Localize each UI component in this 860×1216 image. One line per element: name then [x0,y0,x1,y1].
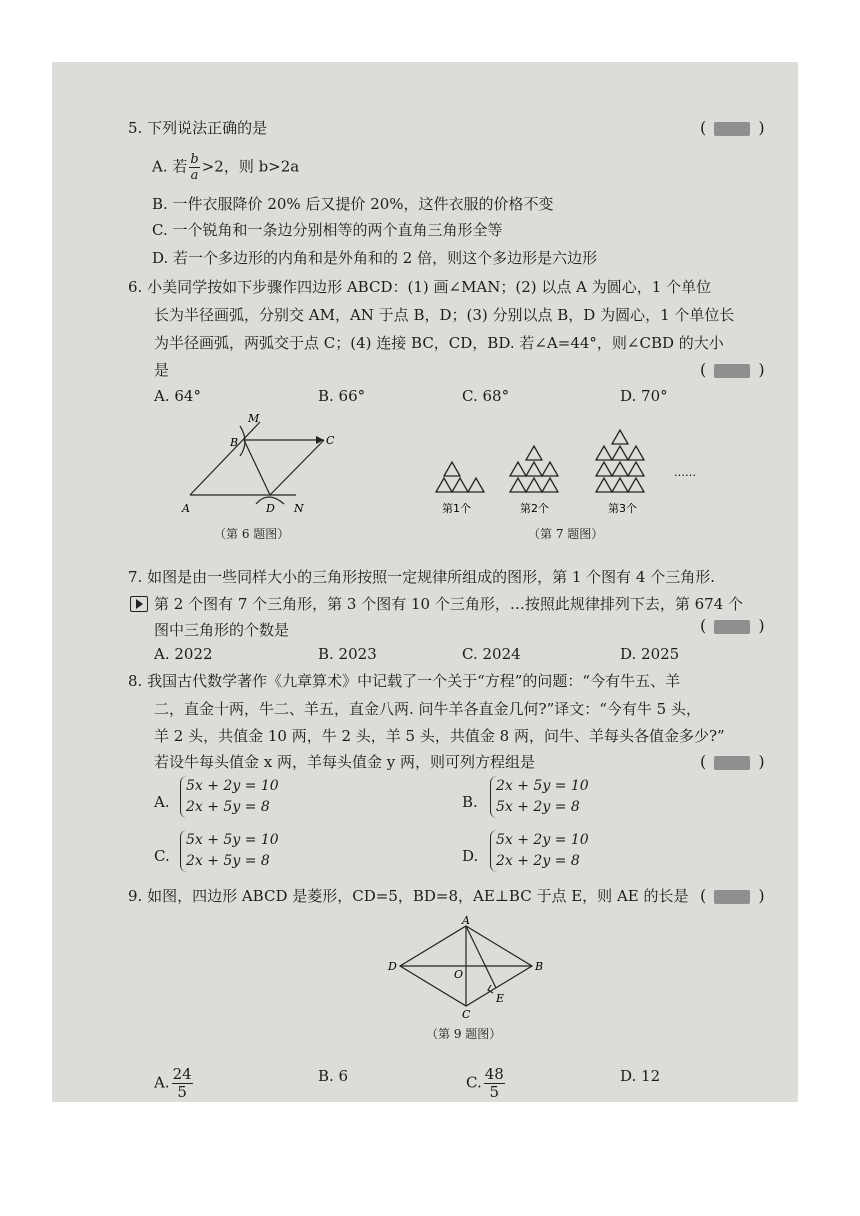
q8-line-4: 若设牛每头值金 x 两，羊每头值金 y 两，则可列方程组是 [154,753,536,771]
pattern-triangle [444,462,460,476]
q8-option-d-label: D. [462,847,479,865]
pattern-triangle [526,478,542,492]
q7-option-c: C. 2024 [462,645,521,663]
q7-option-d: D. 2025 [620,645,680,663]
pattern-triangle [510,478,526,492]
pattern-triangle [436,478,452,492]
label-b: B [230,436,239,449]
q9-answer-paren: ( ) [700,886,765,905]
q6-line-1: 6. 小美同学按如下步骤作四边形 ABCD：(1) 画∠MAN；(2) 以点 A 为圆心，1 个单位 [128,278,712,296]
q9-figure [384,916,554,1022]
q8-a-eq2: 2x + 5y = 8 [186,799,270,815]
q9-option-c: C. $\frac{48}{5}$ [466,1065,504,1101]
play-video-icon[interactable] [130,596,148,612]
q9-label-e: E [496,992,505,1005]
q6-figure [176,412,336,522]
q5-option-d: D. 若一个多边形的内角和是外角和的 2 倍，则这个多边形是六边形 [152,249,598,267]
q6-answer-paren: ( ) [700,360,765,379]
pattern-triangle [612,478,628,492]
q8-option-a-system [180,776,279,818]
q8-answer-paren: ( ) [700,752,765,771]
ray-am [190,422,260,495]
q7-label-1: 第1个 [442,502,471,515]
q7-figure [428,420,696,520]
q8-b-eq1: 2x + 5y = 10 [496,778,589,794]
q9-label-c: C [462,1008,471,1021]
q7-label-3: 第3个 [608,502,637,515]
label-a: A [182,502,190,515]
pattern-triangle [526,462,542,476]
q7-caption: （第 7 题图） [528,527,604,541]
q5-stem: 5. 下列说法正确的是 [128,119,268,137]
q6-line-2: 长为半径画弧，分别交 AM，AN 于点 B，D；(3) 分别以点 B，D 为圆心，1 个单位长 [154,306,735,324]
q9-stem: 9. 如图，四边形 ABCD 是菱形，CD=5，BD=8，AE⊥BC 于点 E，则 AE 的长是 [128,887,689,905]
q9-label-o: O [454,968,464,981]
q9-option-b: B. 6 [318,1067,349,1085]
pattern-triangle [468,478,484,492]
q5-option-c: C. 一个锐角和一条边分别相等的两个直角三角形全等 [152,221,503,239]
q8-option-c-system [180,830,279,872]
pattern-triangle [596,462,612,476]
q8-c-eq1: 5x + 5y = 10 [186,832,279,848]
q6-option-b: B. 66° [318,387,366,405]
q6-option-d: D. 70° [620,387,668,405]
q8-line-1: 8. 我国古代数学著作《九章算术》中记载了一个关于“方程”的问题：“今有牛五、羊 [128,672,681,690]
pattern-triangle [628,446,644,460]
pattern-triangle [542,462,558,476]
q8-line-2: 二，直金十两，牛二、羊五，直金八两. 问牛羊各直金几何?”译文：“今有牛 5 头， [154,700,701,718]
pattern-triangle [510,462,526,476]
pattern-triangle [628,462,644,476]
pattern-triangle [452,478,468,492]
pattern-triangle [542,478,558,492]
q7-answer-paren: ( ) [700,616,765,635]
q9-label-b: B [535,960,544,973]
q8-option-d-system [490,830,589,872]
pattern-triangle [612,430,628,444]
q9-option-d: D. 12 [620,1067,661,1085]
q7-line-2: 第 2 个图有 7 个三角形，第 3 个图有 10 个三角形，…按照此规律排列下去，第 674 个 [154,595,744,613]
q5-option-b: B. 一件衣服降价 20% 后又提价 20%，这件衣服的价格不变 [152,195,554,213]
q9-option-a: A. $\frac{24}{5}$ [154,1065,192,1101]
label-d: D [266,502,275,515]
segment-bd [244,440,270,495]
q8-d-eq2: 2x + 2y = 8 [496,853,580,869]
pattern-triangle [526,446,542,460]
pattern-triangle [596,478,612,492]
pattern-triangle [612,446,628,460]
q8-a-eq1: 5x + 2y = 10 [186,778,279,794]
q5-option-a: A. 若 $\frac{b}{a}$ >2，则 b>2a [152,152,300,183]
q5-answer-paren: ( ) [700,118,765,137]
q6-option-c: C. 68° [462,387,510,405]
q6-line-4: 是 [154,361,170,379]
q6-option-a: A. 64° [154,387,201,405]
q6-line-3: 为半径画弧，两弧交于点 C；(4) 连接 BC，CD，BD. 若∠A=44°，则∠CBD 的大小 [154,334,724,352]
segment-cd [270,440,324,495]
q8-c-eq2: 2x + 5y = 8 [186,853,270,869]
pattern-triangle [628,478,644,492]
q7-label-2: 第2个 [520,502,549,515]
q7-option-b: B. 2023 [318,645,377,663]
q8-option-c-label: C. [154,847,170,865]
q7-ellipsis: …… [674,466,696,479]
label-m: M [248,412,260,425]
q8-b-eq2: 5x + 2y = 8 [496,799,580,815]
q9-label-d: D [388,960,397,973]
q8-option-a-label: A. [154,793,170,811]
q9-label-a: A [462,914,470,927]
q6-caption: （第 6 题图） [214,527,290,541]
pattern-triangle [612,462,628,476]
q9-caption: （第 9 题图） [426,1027,502,1041]
q7-option-a: A. 2022 [154,645,213,663]
q7-line-1: 7. 如图是由一些同样大小的三角形按照一定规律所组成的图形，第 1 个图有 4 个三角形. [128,568,716,586]
q8-option-b-label: B. [462,793,478,811]
label-c: C [326,434,335,447]
q8-line-3: 羊 2 头，共值金 10 两，牛 2 头，羊 5 头，共值金 8 两，问牛、羊每头各值金多少?” [154,727,725,745]
q8-d-eq1: 5x + 2y = 10 [496,832,589,848]
q8-option-b-system [490,776,589,818]
pattern-triangle [596,446,612,460]
q7-line-3: 图中三角形的个数是 [154,621,290,639]
label-n: N [294,502,304,515]
